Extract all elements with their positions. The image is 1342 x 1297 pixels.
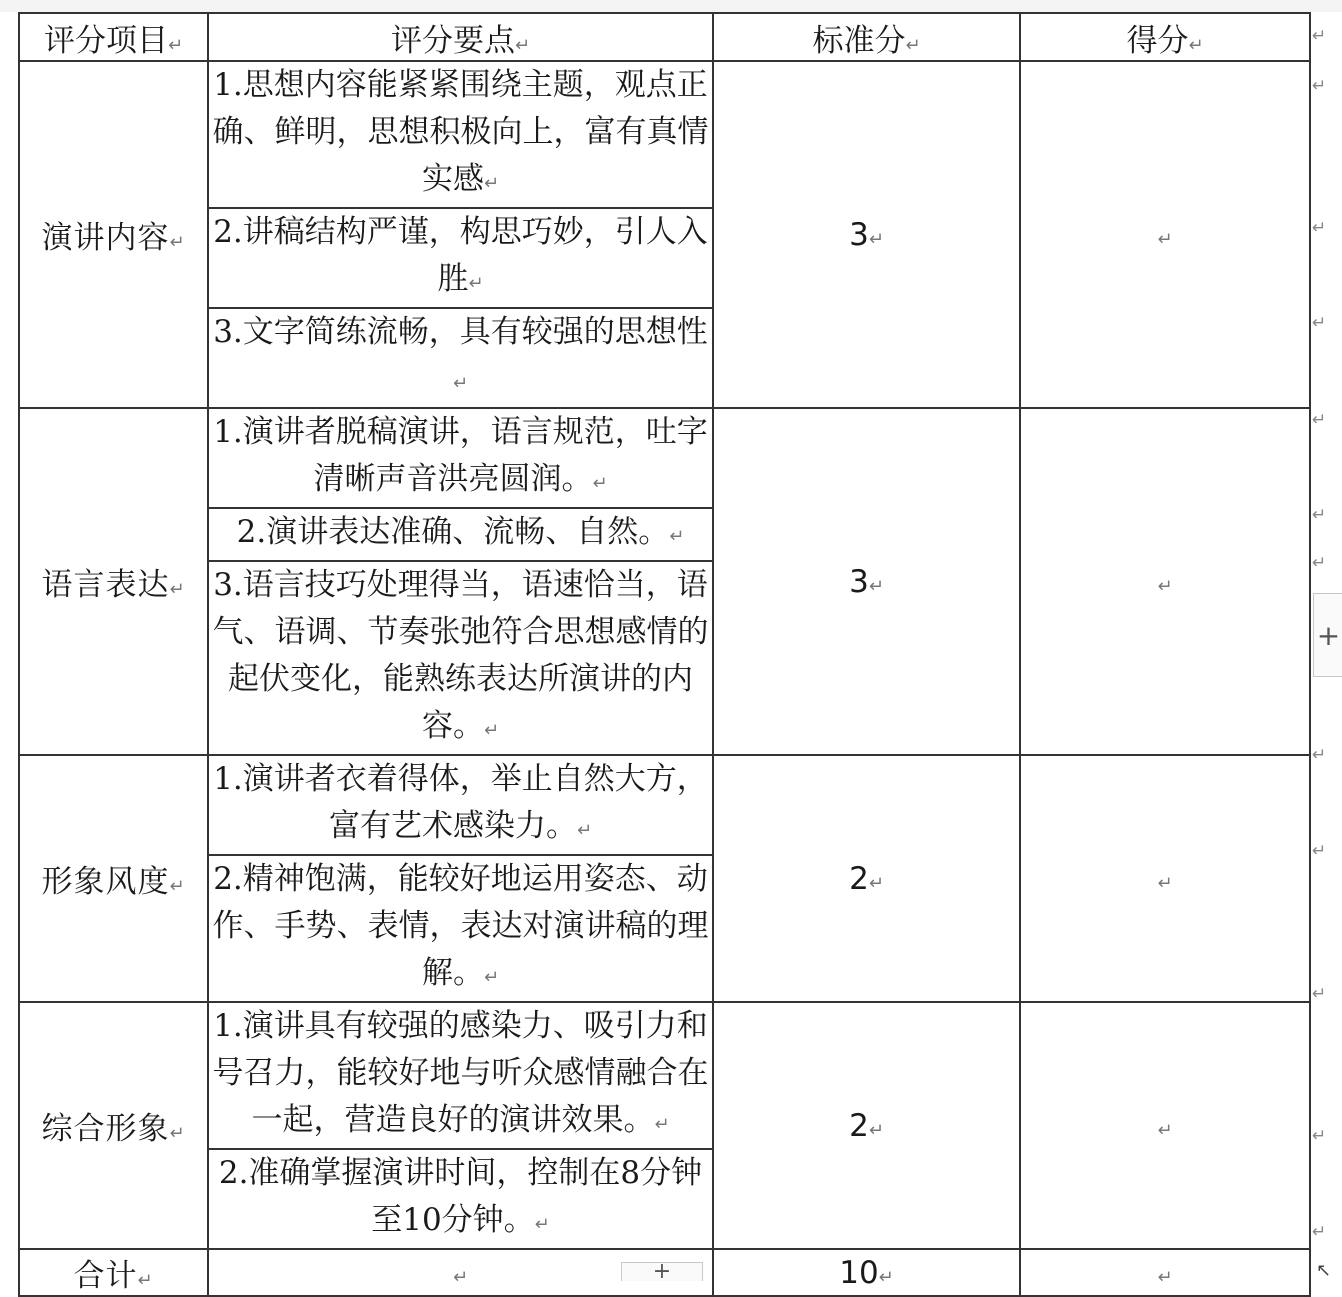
header-cell-score[interactable]: 得分↵ <box>1020 13 1310 61</box>
category-cell[interactable]: 形象风度↵ <box>19 755 208 1002</box>
row-end-mark: ↵ <box>1312 745 1327 765</box>
table-resize-handle[interactable] <box>1316 1260 1331 1281</box>
total-label-cell[interactable]: 合计↵ <box>19 1249 208 1296</box>
obtained-score-cell[interactable]: ↵ <box>1020 755 1310 1002</box>
table-row <box>19 61 1310 208</box>
standard-score-cell[interactable]: 2↵ <box>713 1002 1020 1249</box>
obtained-score-cell[interactable]: ↵ <box>1020 408 1310 755</box>
row-end-mark: ↵ <box>1312 410 1327 430</box>
point-cell[interactable]: 3.文字简练流畅，具有较强的思想性↵ <box>208 308 713 408</box>
standard-score-cell[interactable]: 3↵ <box>713 61 1020 408</box>
row-end-mark: ↵ <box>1312 1222 1327 1242</box>
row-end-mark: ↵ <box>1312 26 1327 46</box>
scoring-table[interactable] <box>18 12 1311 1297</box>
point-cell[interactable]: 2.精神饱满，能较好地运用姿态、动作、手势、表情，表达对演讲稿的理解。↵ <box>208 855 713 1002</box>
point-cell[interactable]: 2.准确掌握演讲时间，控制在8分钟至10分钟。↵ <box>208 1149 713 1249</box>
table-row <box>19 755 1310 855</box>
header-row <box>19 13 1310 61</box>
row-end-mark: ↵ <box>1312 1126 1327 1146</box>
obtained-score-cell[interactable]: ↵ <box>1020 1002 1310 1249</box>
row-end-mark: ↵ <box>1312 76 1327 96</box>
category-cell[interactable]: 综合形象↵ <box>19 1002 208 1249</box>
row-end-mark: ↵ <box>1312 218 1327 238</box>
row-end-mark: ↵ <box>1312 984 1327 1004</box>
row-end-mark: ↵ <box>1312 841 1327 861</box>
total-score-cell[interactable]: ↵ <box>1020 1249 1310 1296</box>
point-cell[interactable]: 2.演讲表达准确、流畅、自然。↵ <box>208 508 713 561</box>
plus-icon: + <box>652 1259 672 1284</box>
total-points-cell[interactable]: ↵ <box>208 1249 713 1296</box>
table-row <box>19 408 1310 508</box>
header-cell-standard[interactable]: 标准分↵ <box>713 13 1020 61</box>
point-cell[interactable]: 1.思想内容能紧紧围绕主题，观点正确、鲜明，思想积极向上，富有真情实感↵ <box>208 61 713 208</box>
point-cell[interactable]: 1.演讲具有较强的感染力、吸引力和号召力，能较好地与听众感情融合在一起，营造良好的演讲效果。↵ <box>208 1002 713 1149</box>
total-standard-cell[interactable]: 10↵ <box>713 1249 1020 1296</box>
point-cell[interactable]: 3.语言技巧处理得当，语速恰当，语气、语调、节奏张弛符合思想感情的起伏变化，能熟练表达所演讲的内容。↵ <box>208 561 713 755</box>
standard-score-cell[interactable]: 2↵ <box>713 755 1020 1002</box>
row-end-mark: ↵ <box>1312 553 1327 573</box>
point-cell[interactable]: 1.演讲者衣着得体，举止自然大方，富有艺术感染力。↵ <box>208 755 713 855</box>
add-column-button[interactable] <box>1313 593 1342 677</box>
row-end-mark: ↵ <box>1312 313 1327 333</box>
resize-arrow-icon: ↖ <box>1316 1260 1332 1281</box>
obtained-score-cell[interactable]: ↵ <box>1020 61 1310 408</box>
table-row <box>19 1002 1310 1149</box>
header-cell-points[interactable]: 评分要点↵ <box>208 13 713 61</box>
standard-score-cell[interactable]: 3↵ <box>713 408 1020 755</box>
header-cell-category[interactable]: 评分项目↵ <box>19 13 208 61</box>
point-cell[interactable]: 2.讲稿结构严谨，构思巧妙，引人入胜↵ <box>208 208 713 308</box>
point-cell[interactable]: 1.演讲者脱稿演讲，语言规范，吐字清晰声音洪亮圆润。↵ <box>208 408 713 508</box>
row-end-mark: ↵ <box>1312 505 1327 525</box>
category-cell[interactable]: 语言表达↵ <box>19 408 208 755</box>
add-row-button[interactable] <box>621 1259 703 1284</box>
plus-icon: + <box>1316 618 1341 652</box>
category-cell[interactable]: 演讲内容↵ <box>19 61 208 408</box>
document-top-strip <box>0 0 1342 12</box>
